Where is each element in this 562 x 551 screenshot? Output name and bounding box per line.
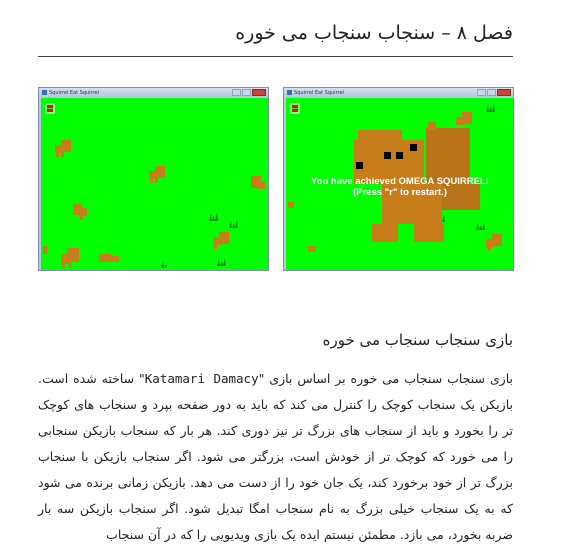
close-icon (497, 89, 511, 96)
window-titlebar (39, 88, 268, 98)
window-controls (477, 89, 511, 97)
title-divider (38, 56, 513, 57)
screenshot-omega-squirrel (283, 87, 514, 271)
window-titlebar (284, 88, 513, 98)
minimize-icon (232, 89, 241, 96)
window-app-icon (287, 90, 292, 95)
body-paragraph (38, 366, 513, 548)
section-heading: بازی سنجاب سنجاب می خوره (322, 331, 513, 349)
maximize-icon (242, 89, 251, 96)
window-app-icon (42, 90, 47, 95)
body-text-start: بازی سنجاب سنجاب می خوره بر اساس بازی " (258, 371, 514, 386)
maximize-icon (487, 89, 496, 96)
squirrel (428, 122, 436, 130)
window-controls (232, 89, 266, 97)
squirrel (308, 246, 316, 252)
game-canvas (41, 98, 268, 270)
window-title: Squirrel Eat Squirrel (294, 90, 344, 96)
close-icon (252, 89, 266, 96)
win-message-line1: You have achieved OMEGA SQUIRREL! (311, 176, 489, 187)
screenshot-gameplay (38, 87, 269, 271)
chapter-title: فصل ۸ – سنجاب سنجاب می خوره (235, 22, 513, 44)
minimize-icon (477, 89, 486, 96)
squirrel (43, 246, 47, 254)
body-text-rest: " ساخته شده است. بازیکن یک سنجاب کوچک را کنترل می کند که باید به دور صفحه بپرد و سنجاب های کوچک تر را بخورد و باید از سنجاب های بزرگ تر نیز دوری کند. هر بار که سنجاب بازیکن سنجابی را می خورد که کوچک تر از خودش است، بزرگتر می شود. اگر سنجاب بازیکن با سنجاب بزرگ تر از خود برخورد کند، یک جان خود را از دست می دهد. بازیکن زمانی برنده می شود که به یک سنجاب خیلی بزرگ به نام سنجاب امگا تبدیل شود. اگر سنجاب بازیکن سه بار ضربه بخورد، می بازد. مطمئن نیستم ایده یک بازی ویدیویی را که در آن سنجاب (38, 371, 513, 542)
window-title: Squirrel Eat Squirrel (49, 90, 99, 96)
win-message-line2: (Press "r" to restart.) (352, 187, 448, 198)
game-canvas (286, 98, 513, 270)
squirrel (288, 202, 294, 208)
game-background (41, 98, 268, 270)
game-name: Katamari Damacy (144, 371, 259, 386)
